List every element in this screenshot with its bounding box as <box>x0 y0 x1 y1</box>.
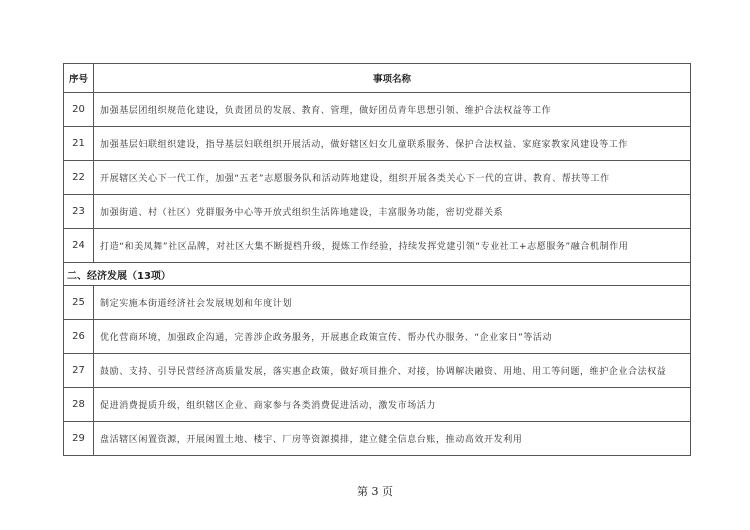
row-name: 打造“和美凤舞”社区品牌，对社区大集不断提档升级，提炼工作经验，持续发挥党建引领“专业社工+志愿服务”融合机制作用 <box>94 229 691 263</box>
table-header-row <box>64 64 691 93</box>
row-number: 25 <box>64 286 94 320</box>
row-name: 优化营商环境，加强政企沟通，完善涉企政务服务，开展惠企政策宣传、帮办代办服务、“企业家日”等活动 <box>94 320 691 354</box>
table-row <box>64 229 691 263</box>
row-number: 21 <box>64 127 94 161</box>
row-number: 28 <box>64 388 94 422</box>
table-row <box>64 93 691 127</box>
row-number: 26 <box>64 320 94 354</box>
table-row <box>64 127 691 161</box>
row-number: 29 <box>64 422 94 456</box>
table-row <box>64 388 691 422</box>
row-number: 24 <box>64 229 94 263</box>
page-number: 第 3 页 <box>357 485 393 498</box>
row-number: 23 <box>64 195 94 229</box>
row-name: 加强街道、村（社区）党群服务中心等开放式组织生活阵地建设，丰富服务功能，密切党群关系 <box>94 195 691 229</box>
row-number: 27 <box>64 354 94 388</box>
row-number: 20 <box>64 93 94 127</box>
table-row <box>64 422 691 456</box>
row-name: 盘活辖区闲置资源，开展闲置土地、楼宇、厂房等资源摸排，建立健全信息台账，推动高效开发利用 <box>94 422 691 456</box>
table-row <box>64 354 691 388</box>
table-row <box>64 286 691 320</box>
row-name: 制定实施本街道经济社会发展规划和年度计划 <box>94 286 691 320</box>
row-name: 促进消费提质升级，组织辖区企业、商家参与各类消费促进活动，激发市场活力 <box>94 388 691 422</box>
section-title: 二、经济发展（13项） <box>64 263 691 286</box>
section-row <box>64 263 691 286</box>
header-name: 事项名称 <box>94 64 691 93</box>
row-name: 鼓励、支持、引导民营经济高质量发展，落实惠企政策，做好项目推介、对接，协调解决融资、用地、用工等问题，维护企业合法权益 <box>94 354 691 388</box>
table-row <box>64 320 691 354</box>
header-number: 序号 <box>64 64 94 93</box>
table-row <box>64 161 691 195</box>
row-name: 加强基层团组织规范化建设，负责团员的发展、教育、管理，做好团员青年思想引领、维护合法权益等工作 <box>94 93 691 127</box>
items-table <box>63 63 691 456</box>
row-name: 开展辖区关心下一代工作，加强“五老”志愿服务队和活动阵地建设，组织开展各类关心下一代的宣讲、教育、帮扶等工作 <box>94 161 691 195</box>
row-name: 加强基层妇联组织建设，指导基层妇联组织开展活动，做好辖区妇女儿童联系服务、保护合法权益、家庭家教家风建设等工作 <box>94 127 691 161</box>
table-row <box>64 195 691 229</box>
row-number: 22 <box>64 161 94 195</box>
